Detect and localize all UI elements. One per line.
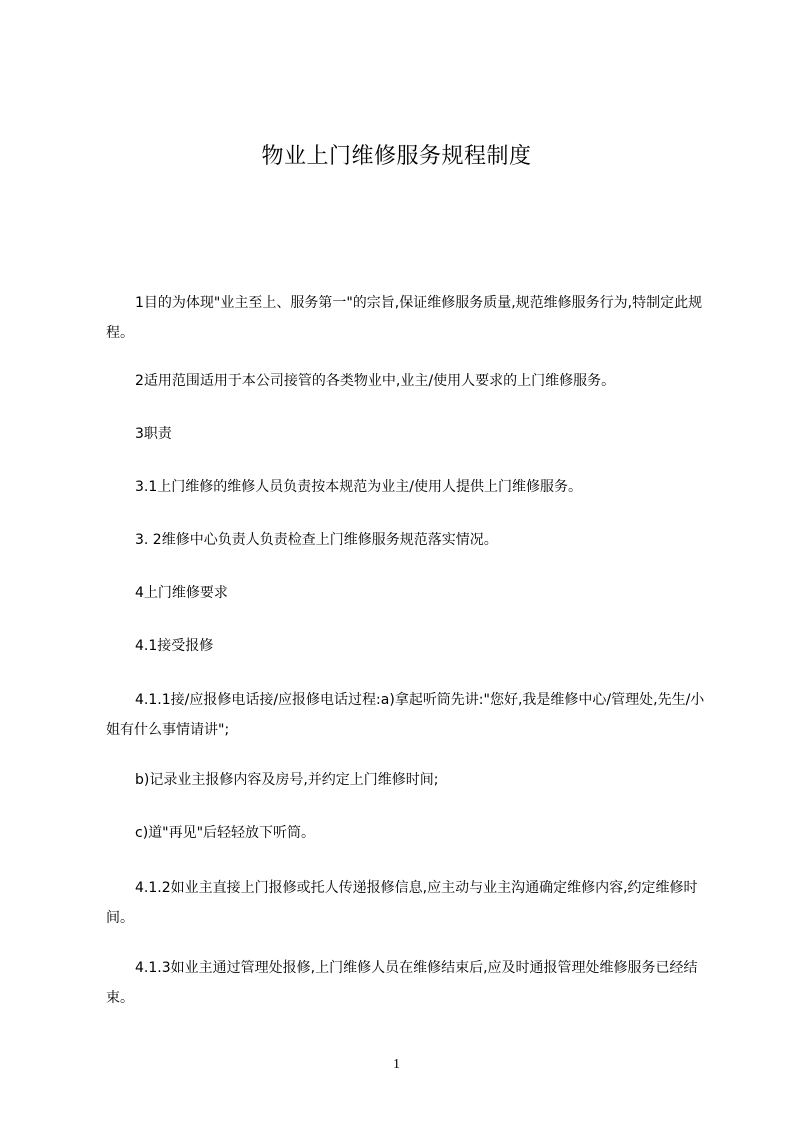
document-title: 物业上门维修服务规程制度 [261,144,532,169]
page-number: 1 [393,1057,400,1072]
paragraph-4-1-1-b: b)记录业主报修内容及房号,并约定上门维修时间; [135,772,439,788]
paragraph-4-1-3: 4.1.3如业主通过管理处报修,上门维修人员在维修结束后,应及时通报管理处维修服务已经结束。 [106,960,698,1006]
paragraph-4-1-1: 4.1.1接/应报修电话接/应报修电话过程:a)拿起听筒先讲:"您好,我是维修中心/管理处,先生/小姐有什么事情请讲"; [106,692,705,738]
paragraph-responsibility-3-1: 3.1上门维修的维修人员负责按本规范为业主/使用人提供上门维修服务。 [135,479,582,495]
paragraph-4-1-2: 4.1.2如业主直接上门报修或托人传递报修信息,应主动与业主沟通确定维修内容,约定维修时间。 [106,880,698,926]
paragraph-responsibilities-heading: 3职责 [135,426,172,442]
paragraph-receive-repair-heading: 4.1接受报修 [135,638,214,654]
paragraph-scope: 2适用范围适用于本公司接管的各类物业中,业主/使用人要求的上门维修服务。 [135,373,616,389]
paragraph-responsibility-3-2: 3. 2维修中心负责人负责检查上门维修服务规范落实情况。 [135,532,498,548]
paragraph-requirements-heading: 4上门维修要求 [135,585,228,601]
paragraph-4-1-1-c: c)道"再见"后轻轻放下听筒。 [135,825,316,841]
paragraph-purpose: 1目的为体现"业主至上、服务第一"的宗旨,保证维修服务质量,规范维修服务行为,特制定此规程。 [106,295,703,341]
